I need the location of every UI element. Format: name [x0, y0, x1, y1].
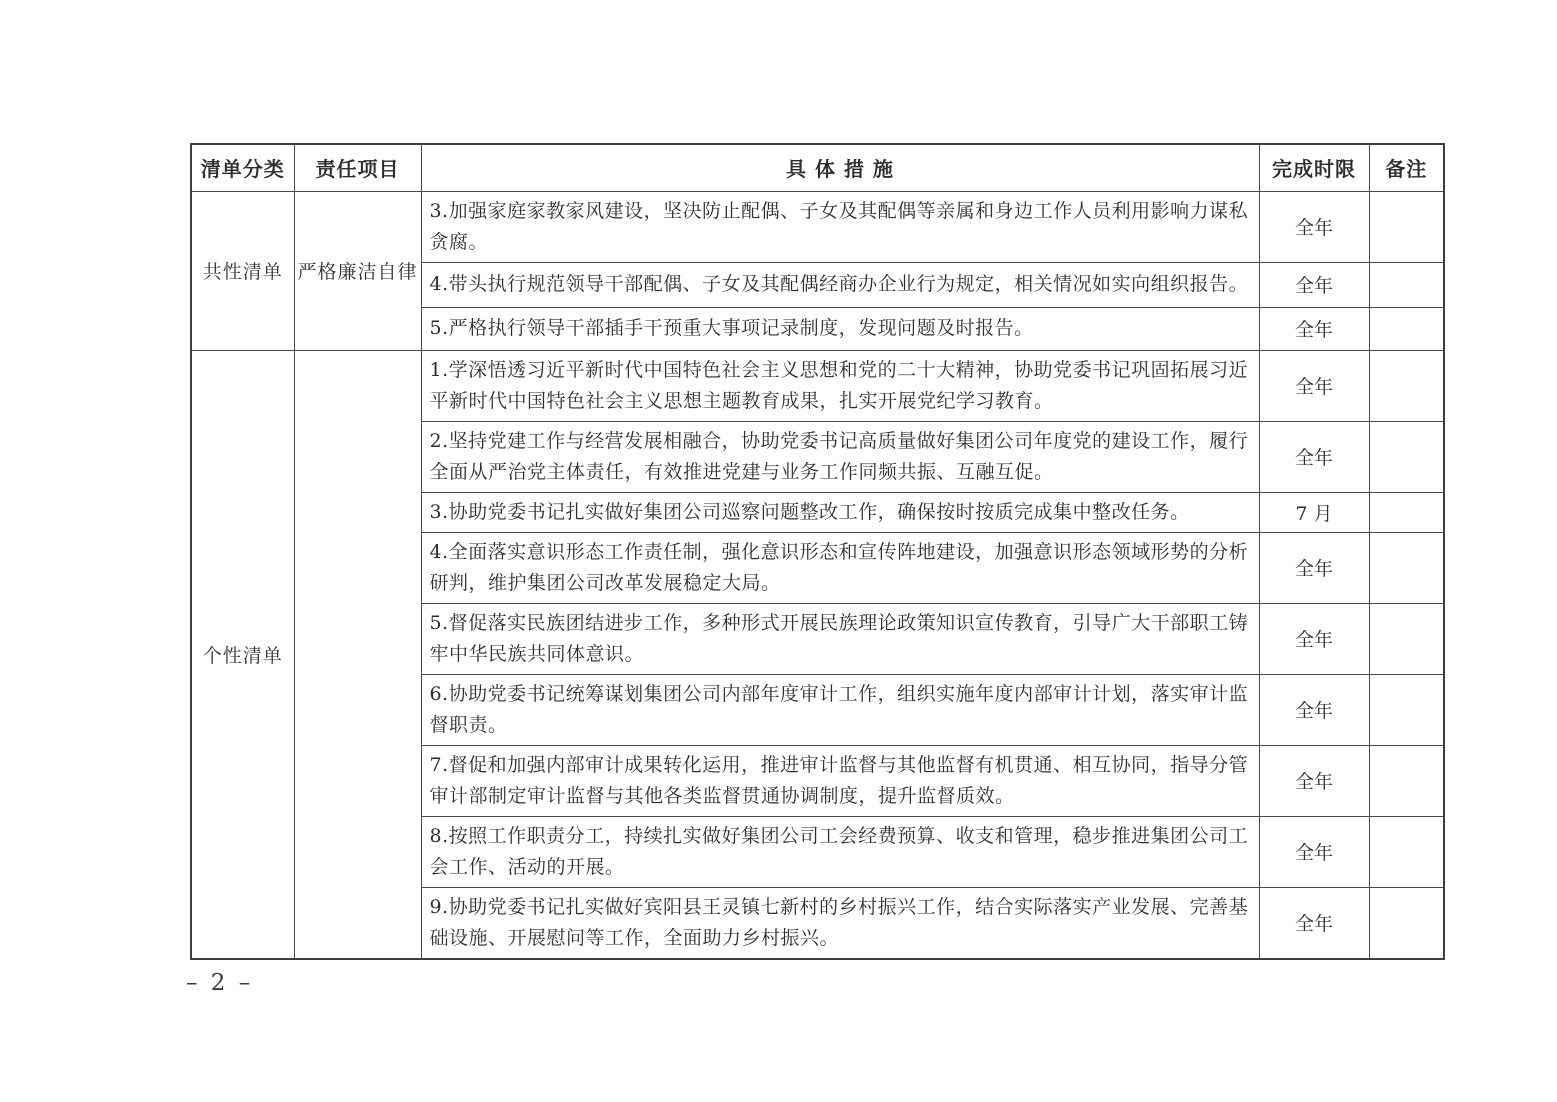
deadline-cell: 全年: [1259, 350, 1369, 421]
remark-cell: [1369, 191, 1444, 262]
deadline-cell: 全年: [1259, 262, 1369, 307]
measure-cell: 3.协助党委书记扎实做好集团公司巡察问题整改工作，确保按时按质完成集中整改任务。: [421, 492, 1259, 532]
measure-cell: 2.坚持党建工作与经营发展相融合，协助党委书记高质量做好集团公司年度党的建设工作，履行全面从严治党主体责任，有效推进党建与业务工作同频共振、互融互促。: [421, 421, 1259, 492]
deadline-cell: 全年: [1259, 603, 1369, 674]
remark-cell: [1369, 532, 1444, 603]
table-row: [191, 191, 1444, 262]
page-number: – 2 –: [186, 970, 254, 996]
header-project: 责任项目: [294, 144, 421, 191]
header-measures: 具 体 措 施: [421, 144, 1259, 191]
remark-cell: [1369, 421, 1444, 492]
project-cell-common: 严格廉洁自律: [294, 191, 421, 350]
table-row: [191, 350, 1444, 421]
remark-cell: [1369, 262, 1444, 307]
deadline-cell: 全年: [1259, 421, 1369, 492]
deadline-cell: 全年: [1259, 674, 1369, 745]
measure-cell: 4.全面落实意识形态工作责任制，强化意识形态和宣传阵地建设，加强意识形态领域形势的分析研判，维护集团公司改革发展稳定大局。: [421, 532, 1259, 603]
remark-cell: [1369, 745, 1444, 816]
remark-cell: [1369, 603, 1444, 674]
category-cell-common: 共性清单: [191, 191, 294, 350]
measure-cell: 1.学深悟透习近平新时代中国特色社会主义思想和党的二十大精神，协助党委书记巩固拓展习近平新时代中国特色社会主义思想主题教育成果，扎实开展党纪学习教育。: [421, 350, 1259, 421]
measure-cell: 5.督促落实民族团结进步工作，多种形式开展民族理论政策知识宣传教育，引导广大干部职工铸牢中华民族共同体意识。: [421, 603, 1259, 674]
remark-cell: [1369, 887, 1444, 959]
measure-cell: 4.带头执行规范领导干部配偶、子女及其配偶经商办企业行为规定，相关情况如实向组织报告。: [421, 262, 1259, 307]
remark-cell: [1369, 307, 1444, 350]
header-deadline: 完成时限: [1259, 144, 1369, 191]
measure-cell: 6.协助党委书记统筹谋划集团公司内部年度审计工作，组织实施年度内部审计计划，落实审计监督职责。: [421, 674, 1259, 745]
measure-cell: 9.协助党委书记扎实做好宾阳县王灵镇七新村的乡村振兴工作，结合实际落实产业发展、完善基础设施、开展慰问等工作，全面助力乡村振兴。: [421, 887, 1259, 959]
deadline-cell: 全年: [1259, 307, 1369, 350]
deadline-cell: 全年: [1259, 816, 1369, 887]
measure-cell: 7.督促和加强内部审计成果转化运用，推进审计监督与其他监督有机贯通、相互协同，指导分管审计部制定审计监督与其他各类监督贯通协调制度，提升监督质效。: [421, 745, 1259, 816]
header-remark: 备注: [1369, 144, 1444, 191]
deadline-cell: 全年: [1259, 191, 1369, 262]
remark-cell: [1369, 350, 1444, 421]
responsibility-table: [190, 143, 1445, 960]
remark-cell: [1369, 492, 1444, 532]
category-cell-individual: 个性清单: [191, 350, 294, 959]
table-header-row: [191, 144, 1444, 191]
deadline-cell: 7 月: [1259, 492, 1369, 532]
deadline-cell: 全年: [1259, 745, 1369, 816]
project-cell-individual: [294, 350, 421, 959]
deadline-cell: 全年: [1259, 532, 1369, 603]
measure-cell: 3.加强家庭家教家风建设，坚决防止配偶、子女及其配偶等亲属和身边工作人员利用影响力谋私贪腐。: [421, 191, 1259, 262]
remark-cell: [1369, 674, 1444, 745]
measure-cell: 8.按照工作职责分工，持续扎实做好集团公司工会经费预算、收支和管理，稳步推进集团公司工会工作、活动的开展。: [421, 816, 1259, 887]
header-category: 清单分类: [191, 144, 294, 191]
measure-cell: 5.严格执行领导干部插手干预重大事项记录制度，发现问题及时报告。: [421, 307, 1259, 350]
deadline-cell: 全年: [1259, 887, 1369, 959]
remark-cell: [1369, 816, 1444, 887]
